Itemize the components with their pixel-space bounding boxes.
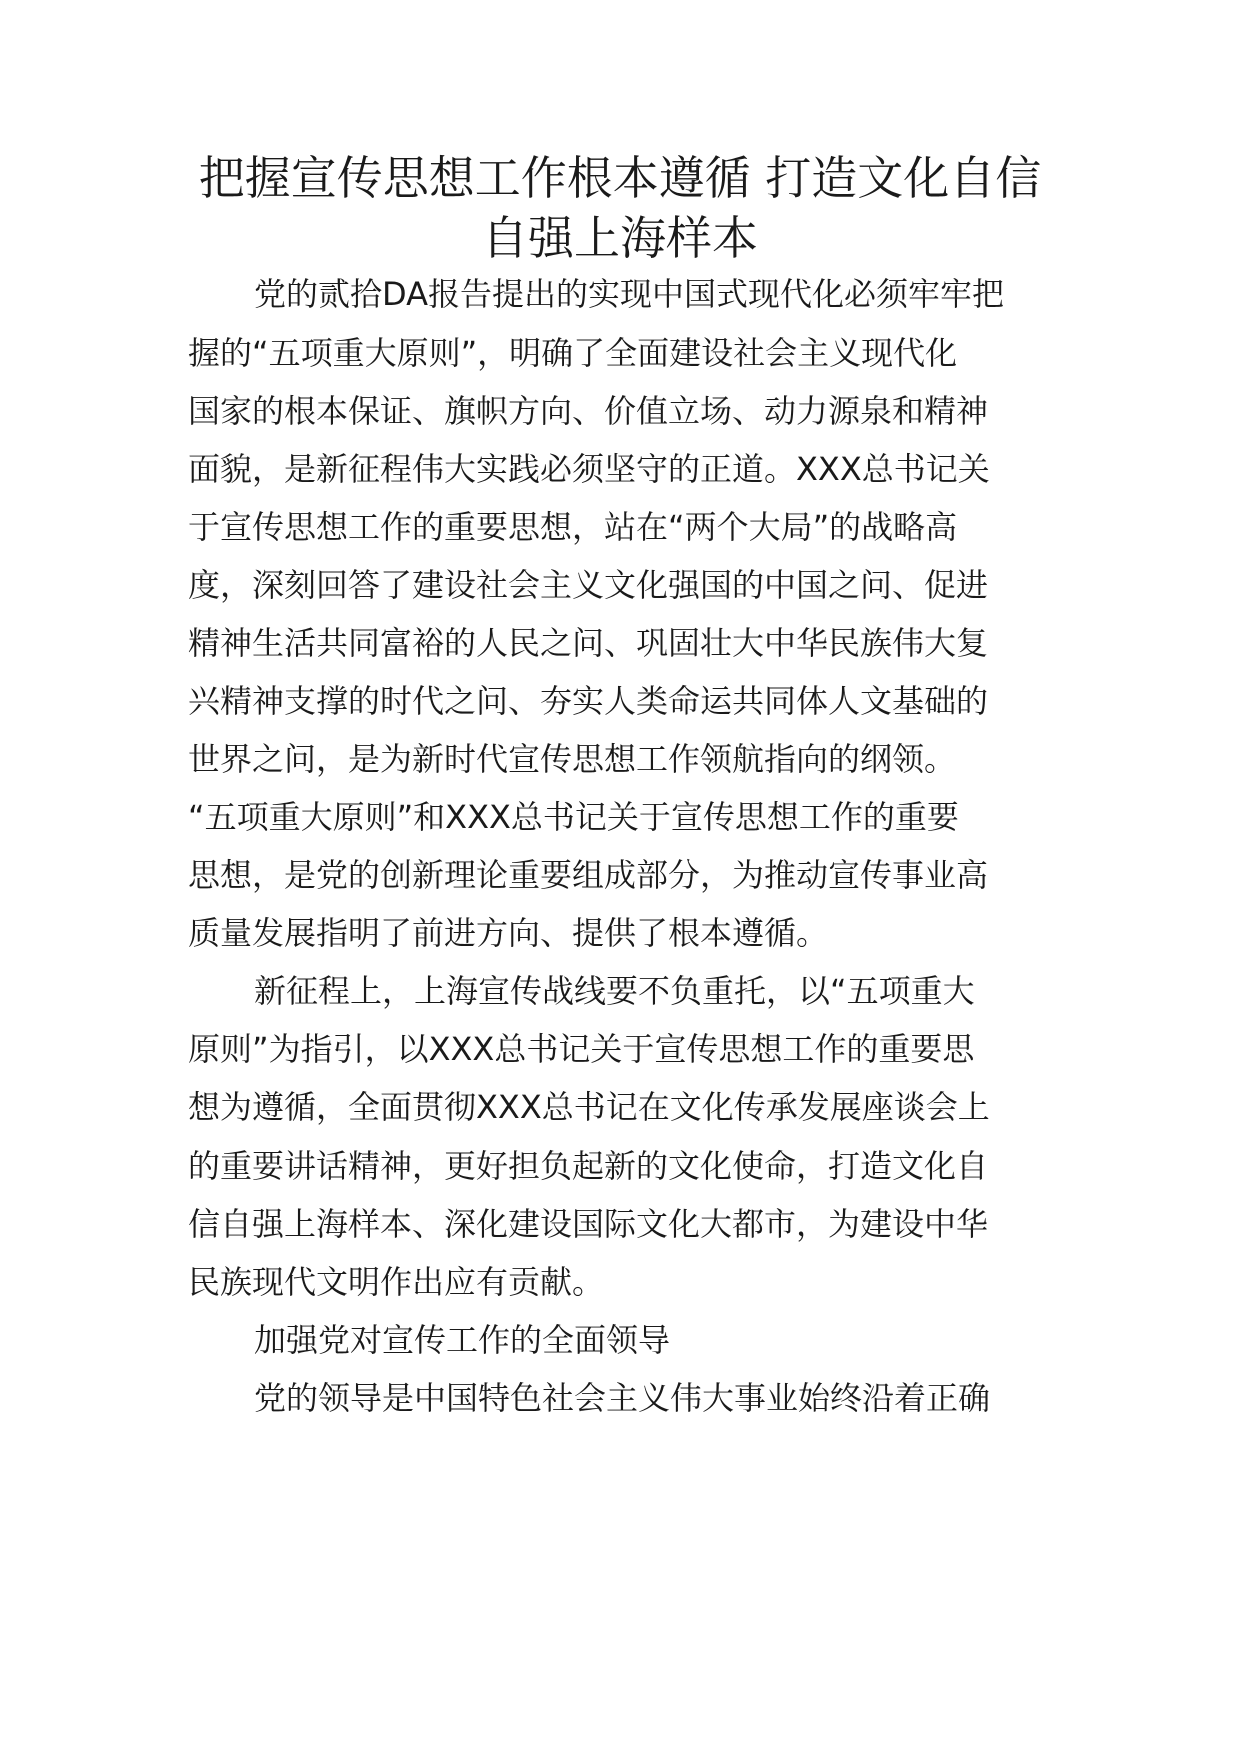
body-line: 的重要讲话精神，更好担负起新的文化使命，打造文化自 bbox=[188, 1147, 989, 1185]
body-line: 想为遵循，全面贯彻XXX总书记在文化传承发展座谈会上 bbox=[188, 1088, 990, 1126]
body-line: 民族现代文明作出应有贡献。 bbox=[188, 1263, 605, 1301]
body-line: 握的“五项重大原则”，明确了全面建设社会主义现代化 bbox=[188, 334, 958, 372]
body-line: 党的领导是中国特色社会主义伟大事业始终沿着正确 bbox=[254, 1379, 991, 1417]
body-line: 精神生活共同富裕的人民之问、巩固壮大中华民族伟大复 bbox=[188, 624, 989, 662]
body-line: 思想，是党的创新理论重要组成部分，为推动宣传事业高 bbox=[188, 856, 989, 894]
body-line: “五项重大原则”和XXX总书记关于宣传思想工作的重要 bbox=[188, 798, 959, 836]
body-line: 度，深刻回答了建设社会主义文化强国的中国之问、促进 bbox=[188, 566, 989, 604]
body-line: 新征程上，上海宣传战线要不负重托，以“五项重大 bbox=[254, 972, 975, 1010]
body-line: 原则”为指引，以XXX总书记关于宣传思想工作的重要思 bbox=[188, 1030, 975, 1068]
document-title-line-2: 自强上海样本 bbox=[482, 211, 758, 265]
body-line: 于宣传思想工作的重要思想，站在“两个大局”的战略高 bbox=[188, 508, 958, 546]
section-heading: 加强党对宣传工作的全面领导 bbox=[254, 1321, 671, 1359]
body-line: 国家的根本保证、旗帜方向、价值立场、动力源泉和精神 bbox=[188, 392, 989, 430]
body-line: 面貌，是新征程伟大实践必须坚守的正道。XXX总书记关 bbox=[188, 450, 990, 488]
body-line: 党的贰拾DA报告提出的实现中国式现代化必须牢牢把 bbox=[254, 275, 1004, 313]
body-line: 兴精神支撑的时代之问、夯实人类命运共同体人文基础的 bbox=[188, 682, 989, 720]
body-line: 信自强上海样本、深化建设国际文化大都市，为建设中华 bbox=[188, 1205, 989, 1243]
body-line: 质量发展指明了前进方向、提供了根本遵循。 bbox=[188, 914, 829, 952]
body-line: 世界之问，是为新时代宣传思想工作领航指向的纲领。 bbox=[188, 740, 957, 778]
document-title-line-1: 把握宣传思想工作根本遵循 打造文化自信 bbox=[198, 151, 1042, 205]
